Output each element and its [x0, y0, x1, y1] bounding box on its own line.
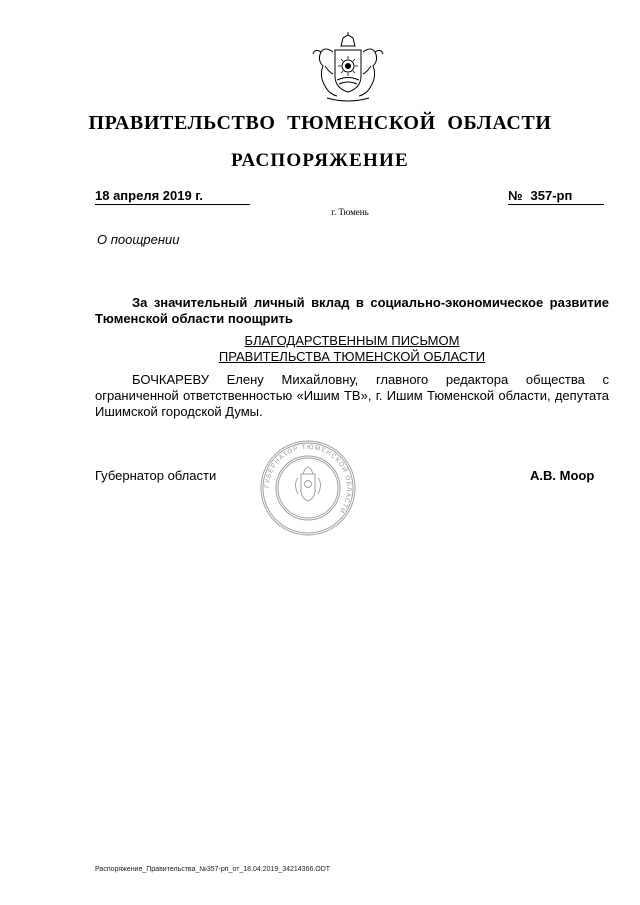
city: г. Тюмень [331, 207, 369, 217]
coat-of-arms-icon [303, 32, 393, 104]
document-date: 18 апреля 2019 г. [95, 188, 250, 205]
seal-text: ГУБЕРНАТОР ТЮМЕНСКОЙ ОБЛАСТИ [263, 443, 353, 515]
award-line-1: БЛАГОДАРСТВЕННЫМ ПИСЬМОМ [244, 333, 460, 348]
document-type: РАСПОРЯЖЕНИЕ [231, 150, 409, 171]
number-label: № [508, 188, 523, 203]
award-title [95, 333, 609, 365]
document-number [508, 188, 604, 205]
signatory-name: А.В. Моор [530, 468, 595, 483]
awardee-paragraph: БОЧКАРЕВУ Елену Михайловну, главного редактора общества с ограниченной ответственностью «Ишим ТВ», г. Ишим Тюменской области, депутата Ишимской городской Думы. [95, 372, 609, 419]
document-subject: О поощрении [97, 232, 180, 247]
stamp-seal-icon [258, 438, 358, 538]
organization-title: ПРАВИТЕЛЬСТВО ТЮМЕНСКОЙ ОБЛАСТИ [88, 112, 552, 134]
signatory-title: Губернатор области [95, 468, 217, 483]
number-value: 357-рп [530, 188, 573, 203]
footer-filename: Распоряжение_Правительства_№357-рп_от_18.04.2019_34214366.ODT [95, 866, 331, 873]
award-line-2: ПРАВИТЕЛЬСТВА ТЮМЕНСКОЙ ОБЛАСТИ [218, 349, 486, 364]
body-lead-paragraph: За значительный личный вклад в социально-экономическое развитие Тюменской области поощрить [95, 295, 609, 326]
